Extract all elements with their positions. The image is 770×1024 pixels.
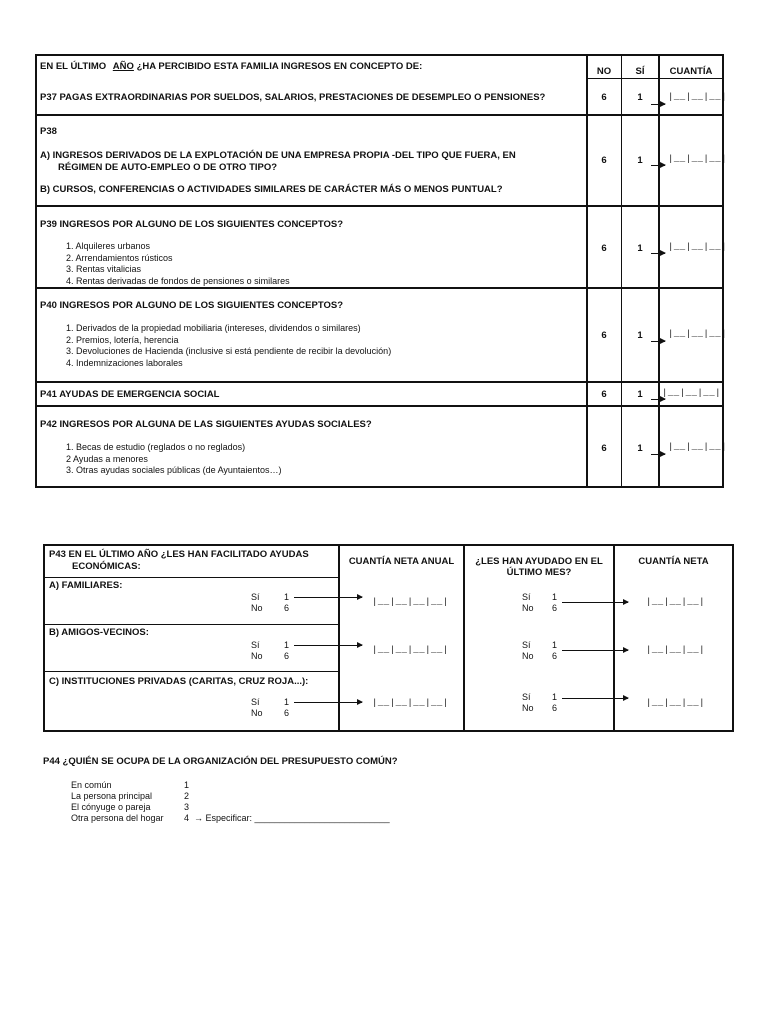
- p43-b-month-arrow-icon: [562, 650, 628, 651]
- p43-a-month-no-code[interactable]: 6: [552, 603, 558, 613]
- p41-arrow-icon: [651, 399, 665, 400]
- list-item: 2. Premios, lotería, herencia: [66, 334, 179, 345]
- header-underlined-word: AÑO: [112, 61, 134, 72]
- col-si-header: SÍ: [635, 66, 645, 77]
- p42-si-code[interactable]: 1: [637, 443, 643, 454]
- p38-no-code[interactable]: 6: [601, 155, 607, 166]
- header-question-start: EN EL ÚLTIMO: [40, 61, 107, 72]
- col-cuantia-header: CUANTÍA: [669, 66, 713, 77]
- list-item: 4. Rentas derivadas de fondos de pensiones o similares: [66, 275, 290, 286]
- p41-amount-field[interactable]: |__|__|__|: [662, 388, 722, 398]
- p38-option-a-cont: RÉGIMEN DE AUTO-EMPLEO O DE OTRO TIPO?: [58, 162, 278, 173]
- p38-option-b: B) CURSOS, CONFERENCIAS O ACTIVIDADES SIMILARES DE CARÁCTER MÁS O MENOS PUNTUAL?: [40, 184, 503, 195]
- p43-c-net-field[interactable]: |__|__|__|: [646, 698, 706, 708]
- p43-a-net-field[interactable]: |__|__|__|: [646, 597, 706, 607]
- p44-option-label: El cónyuge o pareja: [71, 802, 151, 812]
- p43-col-lastmonth-header-cont: ÚLTIMO MES?: [506, 567, 572, 578]
- p43-a-month-arrow-icon: [562, 602, 628, 603]
- p42-amount-field[interactable]: |__|__|__|: [668, 442, 728, 452]
- list-item: 2 Ayudas a menores: [66, 453, 148, 464]
- p40-no-code[interactable]: 6: [601, 330, 607, 341]
- p44-specify-field[interactable]: → Especificar: ___________________________: [194, 813, 390, 823]
- p43-c-si-label: Sí: [251, 697, 260, 707]
- header-question-rest: ¿HA PERCIBIDO ESTA FAMILIA INGRESOS EN CONCEPTO DE:: [136, 61, 423, 72]
- p37-no-code[interactable]: 6: [601, 92, 607, 103]
- p43-c-si-code[interactable]: 1: [284, 697, 290, 707]
- col-no-header: NO: [596, 66, 612, 77]
- p43-b-month-si-label: Sí: [522, 640, 531, 650]
- p40-si-code[interactable]: 1: [637, 330, 643, 341]
- p39-amount-field[interactable]: |__|__|__|: [668, 242, 728, 252]
- p44-title: P44 ¿QUIÉN SE OCUPA DE LA ORGANIZACIÓN DEL PRESUPUESTO COMÚN?: [43, 756, 398, 767]
- p42-no-code[interactable]: 6: [601, 443, 607, 454]
- p43-a-no-code[interactable]: 6: [284, 603, 290, 613]
- list-item: 1. Becas de estudio (reglados o no reglados): [66, 442, 246, 452]
- p43-a-arrow-icon: [294, 597, 362, 598]
- p40-arrow-icon: [651, 341, 665, 342]
- p38-arrow-icon: [651, 165, 665, 166]
- p43-c-arrow-icon: [294, 702, 362, 703]
- p43-b-month-no-code[interactable]: 6: [552, 651, 558, 661]
- p42-options: [66, 442, 281, 477]
- p38-title: P38: [40, 126, 57, 137]
- p43-col-annual-header: CUANTÍA NETA ANUAL: [348, 556, 455, 567]
- p41-si-code[interactable]: 1: [637, 389, 643, 400]
- p43-col-net-header: CUANTÍA NETA: [638, 556, 709, 567]
- p43-b-no-label: No: [251, 651, 263, 661]
- p42-arrow-icon: [651, 454, 665, 455]
- p43-c-no-label: No: [251, 708, 263, 718]
- p44-option-code[interactable]: 1: [184, 780, 190, 790]
- list-item: 2. Arrendamientos rústicos: [66, 252, 173, 263]
- p37-amount-field[interactable]: |__|__|__|: [668, 92, 728, 102]
- list-item: 1. Alquileres urbanos: [66, 241, 151, 251]
- p44-option-code[interactable]: 3: [184, 802, 190, 812]
- p44-option-label: En común: [71, 780, 112, 790]
- table-header-question: [40, 61, 422, 72]
- p43-a-month-no-label: No: [522, 603, 534, 613]
- p43-b-si-label: Sí: [251, 640, 260, 650]
- p43-c-month-arrow-icon: [562, 698, 628, 699]
- p43-a-si-label: Sí: [251, 592, 260, 602]
- p43-a-month-si-label: Sí: [522, 592, 531, 602]
- p39-options: [66, 241, 290, 287]
- p44-option-code[interactable]: 2: [184, 791, 190, 801]
- p39-si-code[interactable]: 1: [637, 243, 643, 254]
- p38-si-code[interactable]: 1: [637, 155, 643, 166]
- p37-si-code[interactable]: 1: [637, 92, 643, 103]
- p40-amount-field[interactable]: |__|__|__|: [668, 329, 728, 339]
- p44-option-code[interactable]: 4: [184, 813, 190, 823]
- p37-arrow-icon: [651, 104, 665, 105]
- p42-title: P42 INGRESOS POR ALGUNA DE LAS SIGUIENTES AYUDAS SOCIALES?: [40, 419, 372, 430]
- p40-options: [66, 323, 391, 369]
- p44-option-label: Otra persona del hogar: [71, 813, 164, 823]
- p43-col-lastmonth-header: ¿LES HAN AYUDADO EN EL: [475, 556, 603, 567]
- list-item: 3. Devoluciones de Hacienda (inclusive si está pendiente de recibir la devolución): [66, 346, 392, 356]
- p37-title: P37 PAGAS EXTRAORDINARIAS POR SUELDOS, SALARIOS, PRESTACIONES DE DESEMPLEO O PENSIONES?: [40, 92, 546, 103]
- list-item: 4. Indemnizaciones laborales: [66, 357, 183, 368]
- list-item: 3. Rentas vitalicias: [66, 264, 142, 274]
- list-item: 3. Otras ayudas sociales públicas (de Ayuntaientos…): [66, 465, 282, 475]
- p43-c-month-si-label: Sí: [522, 692, 531, 702]
- p38-option-a: A) INGRESOS DERIVADOS DE LA EXPLOTACIÓN DE UNA EMPRESA PROPIA -DEL TIPO QUE FUERA, EN: [40, 150, 516, 161]
- p43-b-month-no-label: No: [522, 651, 534, 661]
- p43-b-month-si-code[interactable]: 1: [552, 640, 558, 650]
- p43-b-no-code[interactable]: 6: [284, 651, 290, 661]
- p43-section-b: B) AMIGOS-VECINOS:: [49, 627, 149, 638]
- p41-title: P41 AYUDAS DE EMERGENCIA SOCIAL: [40, 389, 220, 400]
- p43-title-cont: ECONÓMICAS:: [72, 561, 141, 572]
- p43-a-no-label: No: [251, 603, 263, 613]
- p43-c-no-code[interactable]: 6: [284, 708, 290, 718]
- p43-b-net-field[interactable]: |__|__|__|: [646, 645, 706, 655]
- p43-b-arrow-icon: [294, 645, 362, 646]
- p43-a-si-code[interactable]: 1: [284, 592, 290, 602]
- p43-section-a: A) FAMILIARES:: [49, 580, 123, 591]
- p43-a-month-si-code[interactable]: 1: [552, 592, 558, 602]
- p43-c-annual-field[interactable]: |__|__|__|__|: [372, 698, 449, 708]
- p43-section-c: C) INSTITUCIONES PRIVADAS (CARITAS, CRUZ ROJA...):: [49, 676, 309, 687]
- p43-c-month-no-code[interactable]: 6: [552, 703, 558, 713]
- p39-arrow-icon: [651, 253, 665, 254]
- p44-option-label: La persona principal: [71, 791, 153, 801]
- list-item: 1. Derivados de la propiedad mobiliaria (intereses, dividendos o similares): [66, 323, 361, 333]
- p43-c-month-si-code[interactable]: 1: [552, 692, 558, 702]
- p43-b-annual-field[interactable]: |__|__|__|__|: [372, 645, 449, 655]
- p38-amount-field[interactable]: |__|__|__|: [668, 154, 728, 164]
- p43-title: P43 EN EL ÚLTIMO AÑO ¿LES HAN FACILITADO AYUDAS: [49, 549, 309, 560]
- p43-a-annual-field[interactable]: |__|__|__|__|: [372, 597, 449, 607]
- p40-title: P40 INGRESOS POR ALGUNO DE LOS SIGUIENTES CONCEPTOS?: [40, 300, 343, 311]
- p39-no-code[interactable]: 6: [601, 243, 607, 254]
- p39-title: P39 INGRESOS POR ALGUNO DE LOS SIGUIENTES CONCEPTOS?: [40, 219, 343, 230]
- p43-c-month-no-label: No: [522, 703, 534, 713]
- p43-b-si-code[interactable]: 1: [284, 640, 290, 650]
- p41-no-code[interactable]: 6: [601, 389, 607, 400]
